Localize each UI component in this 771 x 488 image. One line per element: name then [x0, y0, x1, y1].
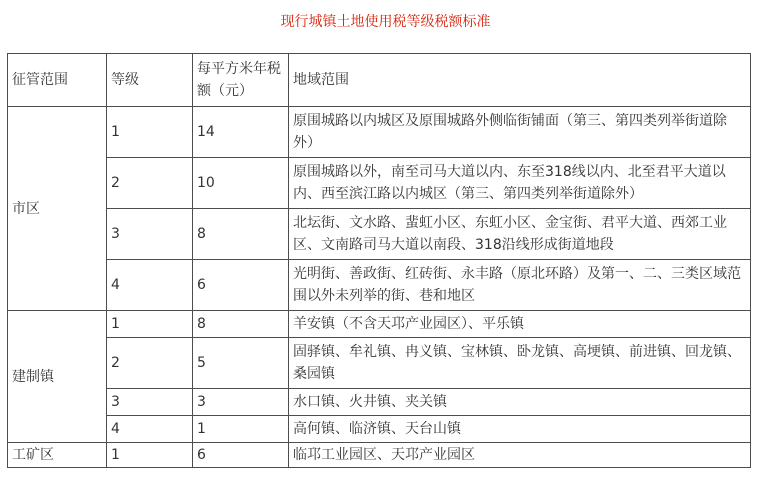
header-tax: 每平方米年税额（元）	[193, 54, 289, 107]
table-header-row	[8, 54, 751, 107]
header-area: 地域范围	[289, 54, 751, 107]
table-row	[8, 443, 751, 468]
grade-cell: 2	[107, 158, 193, 209]
page-title: 现行城镇土地使用税等级税额标准	[280, 14, 491, 30]
area-cell: 光明街、善政街、红砖街、永丰路（原北环路）及第一、二、三类区域范围以外未列举的街、巷和地区	[289, 260, 751, 311]
zone-cell: 建制镇	[8, 311, 107, 443]
tax-cell: 6	[193, 260, 289, 311]
grade-cell: 1	[107, 311, 193, 338]
grade-cell: 1	[107, 107, 193, 158]
tax-cell: 8	[193, 311, 289, 338]
table-row	[8, 107, 751, 158]
area-cell: 水口镇、火井镇、夹关镇	[289, 389, 751, 416]
table-row	[8, 389, 751, 416]
header-grade: 等级	[107, 54, 193, 107]
grade-cell: 3	[107, 209, 193, 260]
table-row	[8, 209, 751, 260]
tax-cell: 6	[193, 443, 289, 468]
tax-cell: 8	[193, 209, 289, 260]
area-cell: 原围城路以内城区及原围城路外侧临街铺面（第三、第四类列举街道除外）	[289, 107, 751, 158]
grade-cell: 1	[107, 443, 193, 468]
table-row	[8, 416, 751, 443]
grade-cell: 3	[107, 389, 193, 416]
grade-cell: 4	[107, 260, 193, 311]
area-cell: 北坛街、文水路、蜚虹小区、东虹小区、金宝街、君平大道、西郊工业区、文南路司马大道以南段、318沿线形成街道地段	[289, 209, 751, 260]
area-cell: 原围城路以外，南至司马大道以内、东至318线以内、北至君平大道以内、西至滨江路以内城区（第三、第四类列举街道除外）	[289, 158, 751, 209]
tax-cell: 5	[193, 338, 289, 389]
zone-cell: 市区	[8, 107, 107, 311]
tax-cell: 10	[193, 158, 289, 209]
table-row	[8, 311, 751, 338]
zone-cell: 工矿区	[8, 443, 107, 468]
tax-cell: 1	[193, 416, 289, 443]
grade-cell: 4	[107, 416, 193, 443]
table-row	[8, 260, 751, 311]
tax-cell: 14	[193, 107, 289, 158]
table-row	[8, 158, 751, 209]
tax-rate-table	[7, 53, 751, 468]
area-cell: 高何镇、临济镇、天台山镇	[289, 416, 751, 443]
area-cell: 羊安镇（不含天邛产业园区）、平乐镇	[289, 311, 751, 338]
table-row	[8, 338, 751, 389]
area-cell: 临邛工业园区、天邛产业园区	[289, 443, 751, 468]
tax-cell: 3	[193, 389, 289, 416]
area-cell: 固驿镇、牟礼镇、冉义镇、宝林镇、卧龙镇、高埂镇、前进镇、回龙镇、桑园镇	[289, 338, 751, 389]
header-zone: 征管范围	[8, 54, 107, 107]
grade-cell: 2	[107, 338, 193, 389]
